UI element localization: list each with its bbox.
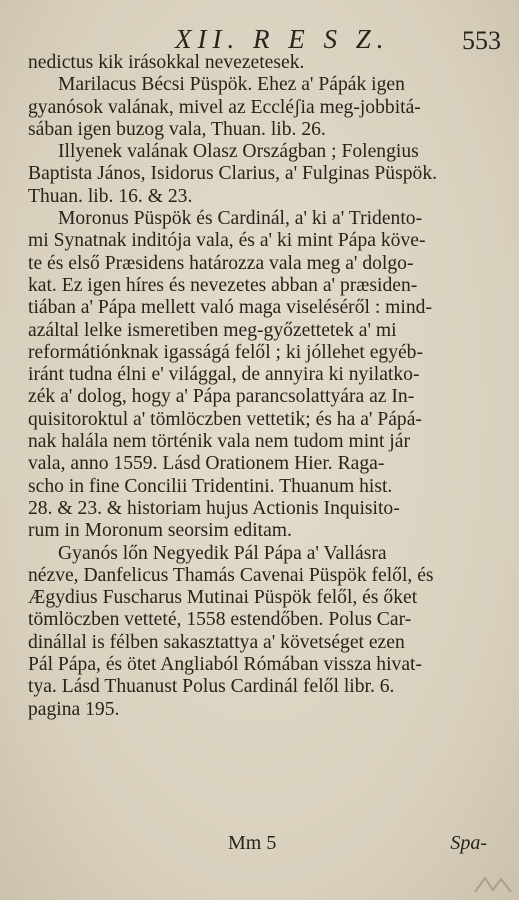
text-line: nak halála nem történik vala nem tudom mint jár: [28, 431, 410, 453]
text-line: reformátiónknak igasságá felől ; ki jóllehet egyéb-: [28, 341, 424, 363]
text-line: kat. Ez igen híres és nevezetes abban a' præsiden-: [28, 274, 418, 296]
text-line: azáltal lelke ismeretiben meg-győzettetek a' mi: [28, 319, 397, 341]
text-line: quisitoroktul a' tömlöczben vettetik; és ha a' Pápá-: [28, 408, 422, 430]
text-line: sában igen buzog vala, Thuan. lib. 26.: [28, 118, 326, 140]
text-line: tya. Lásd Thuanust Polus Cardinál felől libr. 6.: [28, 676, 395, 698]
signature-mark: Mm 5: [228, 832, 277, 854]
text-line: vala, anno 1559. Lásd Orationem Hier. Raga-: [28, 453, 385, 475]
text-line: dinállal is félben sakasztattya a' követséget ezen: [28, 631, 405, 653]
text-line: nedictus kik irásokkal nevezetesek.: [28, 52, 305, 73]
library-stamp-mark: [471, 874, 515, 896]
text-line: tömlöczben vetteté, 1558 estendőben. Polus Car-: [28, 609, 412, 631]
text-line: Baptista János, Isidorus Clarius, a' Fulginas Püspök.: [28, 163, 438, 185]
text-line: Thuan. lib. 16. & 23.: [28, 185, 193, 207]
text-line: nézve, Danfelicus Thamás Cavenai Püspök felől, és: [28, 564, 434, 586]
text-line: Marilacus Bécsi Püspök. Ehez a' Pápák igen: [58, 74, 405, 96]
text-line: Pál Pápa, és ötet Angliaból Rómában vissza hivat-: [28, 654, 422, 676]
chapter-heading: XII. R E S Z.: [175, 24, 390, 54]
text-line: 28. & 23. & historiam hujus Actionis Inquisito-: [28, 497, 400, 519]
text-line: mi Synatnak inditója vala, és a' ki mint Pápa köve-: [28, 230, 426, 252]
text-line: Illyenek valának Olasz Országban ; Folengius: [58, 141, 419, 163]
catchword: Spa-: [450, 832, 487, 854]
page-footer: [28, 832, 501, 862]
body-text: [28, 52, 501, 721]
text-line: rum in Moronum seorsim editam.: [28, 520, 292, 542]
page-number: 553: [462, 26, 501, 55]
text-line: scho in fine Concilii Tridentini. Thuanum hist.: [28, 475, 393, 497]
text-line: Moronus Püspök és Cardinál, a' ki a' Tridento-: [58, 208, 423, 230]
text-line: pagina 195.: [28, 698, 120, 720]
text-line: gyanósok valának, mivel az Eccléʃia meg-jobbitá-: [28, 96, 421, 118]
text-line: te és első Præsidens határozza vala meg a' dolgo-: [28, 252, 414, 274]
text-line: tiában a' Pápa mellett való maga viseléséről : mind-: [28, 297, 432, 319]
text-line: Ægydius Fuscharus Mutinai Püspök felől, és őket: [28, 587, 418, 609]
text-line: zék a' dolog, hogy a' Pápa parancsolattyára az In-: [28, 386, 415, 408]
text-line: iránt tudna élni e' világgal, de annyira ki nyilatko-: [28, 364, 420, 386]
text-line: Gyanós lőn Negyedik Pál Pápa a' Vallásra: [58, 542, 387, 564]
